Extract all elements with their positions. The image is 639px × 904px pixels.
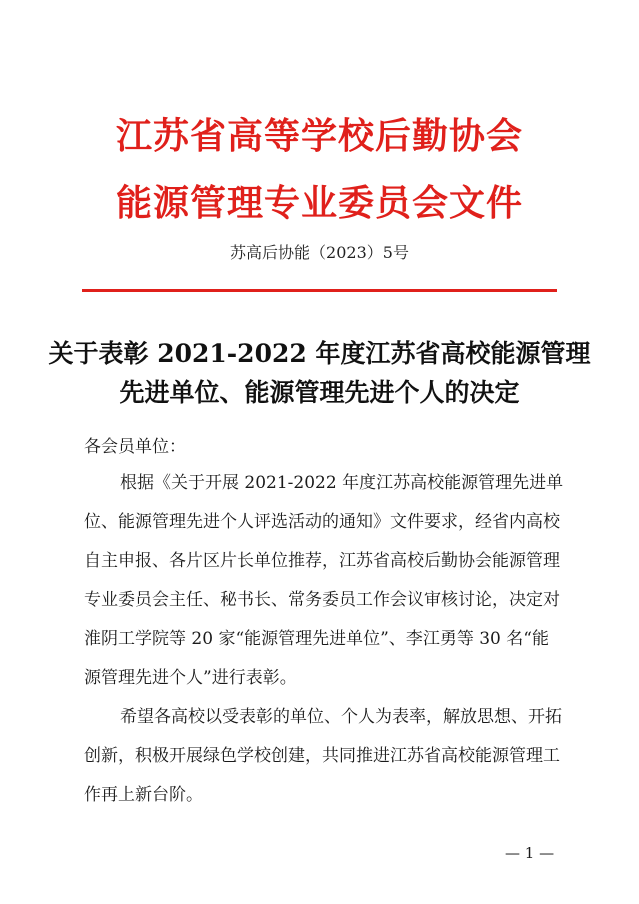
- paragraph1-line: 位、能源管理先进个人评选活动的通知》文件要求，经省内高校: [84, 512, 560, 532]
- paragraph1-line: 根据《关于开展 2021-2022 年度江苏高校能源管理先进单: [120, 473, 564, 493]
- paragraph1-line: 自主申报、各片区片长单位推荐，江苏省高校后勤协会能源管理: [84, 551, 560, 571]
- document-number: 苏高后协能（2023）5号: [230, 243, 409, 262]
- salutation: 各会员单位：: [84, 437, 186, 457]
- paragraph1-line: 源管理先进个人”进行表彰。: [84, 668, 297, 688]
- org-name-line1: 江苏省高等学校后勤协会: [115, 115, 523, 157]
- paragraph2-line: 创新，积极开展绿色学校创建，共同推进江苏省高校能源管理工: [84, 746, 560, 766]
- paragraph1-line: 淮阴工学院等 20 家“能源管理先进单位”、李江勇等 30 名“能: [84, 629, 549, 649]
- paragraph2-line: 希望各高校以受表彰的单位、个人为表率，解放思想、开拓: [120, 707, 562, 727]
- org-name-line2: 能源管理专业委员会文件: [115, 182, 523, 224]
- document-title-line1: 关于表彰 2021-2022 年度江苏省高校能源管理: [48, 339, 591, 368]
- paragraph1-line: 专业委员会主任、秘书长、常务委员工作会议审核讨论，决定对: [84, 590, 560, 610]
- red-divider: [82, 289, 557, 292]
- document-title-line2: 先进单位、能源管理先进个人的决定: [119, 378, 520, 407]
- page-number: — 1 —: [505, 844, 555, 862]
- paragraph2-line: 作再上新台阶。: [84, 785, 203, 805]
